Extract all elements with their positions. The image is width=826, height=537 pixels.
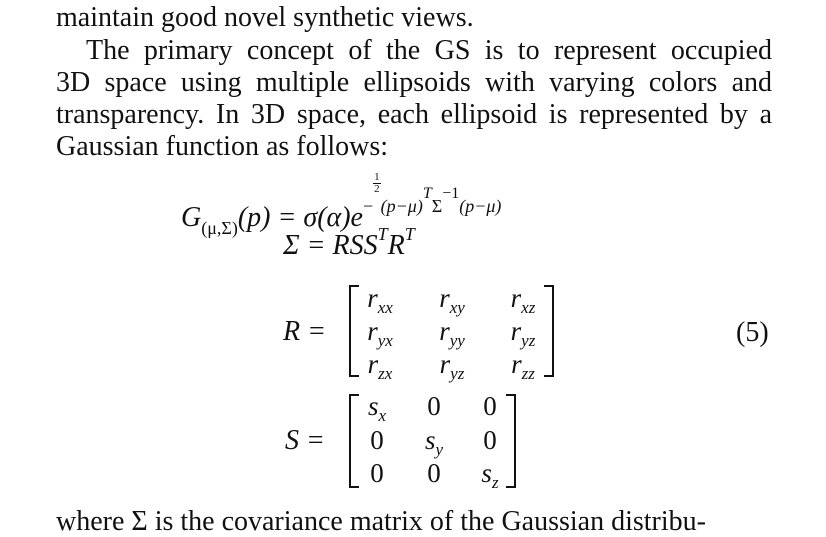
gaussian-equation: $G_{(\mu,\Sigma)}(p) = \sigma(\alpha)e^{- \frac{1}{2} (p-\mu)T\Sigma-1(p-\mu)}$	[181, 171, 502, 238]
equation-number: (5)	[736, 317, 769, 348]
matrix-cell: 0	[427, 458, 441, 488]
matrix-cell: $r_{xx}$	[367, 283, 393, 317]
paragraph-line: 3D space using multiple ellipsoids with varying colors and	[56, 67, 772, 98]
matrix-cell: 0	[370, 425, 384, 455]
covariance-equation: $\Sigma = RSS^TR^T$	[283, 224, 415, 261]
matrix-cell: $r_{yz}$	[510, 316, 536, 350]
scale-lhs: S =	[285, 425, 325, 456]
matrix-cell: 0	[427, 391, 441, 421]
exponent: − 1 2 (p−μ)TΣ−1(p−μ)	[362, 171, 502, 216]
matrix-cell: 0	[483, 391, 497, 421]
matrix-cell: $r_{yx}$	[367, 316, 393, 350]
paragraph-line: Gaussian function as follows:	[56, 131, 389, 162]
rotation-lhs: R =	[283, 316, 326, 347]
matrix-cell: $s_x$	[367, 391, 387, 425]
paragraph-line: maintain good novel synthetic views.	[56, 2, 474, 33]
matrix-cell: $r_{zz}$	[511, 349, 535, 383]
paragraph-line: transparency. In 3D space, each ellipsoid is represented by a	[56, 99, 772, 130]
paragraph-line-cut: where Σ is the covariance matrix of the Gaussian distribu-	[56, 506, 706, 537]
matrix-cell: $r_{zx}$	[367, 349, 393, 383]
matrix-cell: $s_y$	[424, 425, 444, 459]
matrix-cell: $r_{xz}$	[510, 283, 536, 317]
matrix-cell: $r_{yy}$	[439, 316, 465, 350]
matrix-cell: 0	[483, 425, 497, 455]
matrix-cell: $s_z$	[481, 458, 499, 492]
matrix-cell: $r_{xy}$	[439, 283, 465, 317]
matrix-cell: $r_{yz}$	[439, 349, 465, 383]
matrix-cell: 0	[370, 458, 384, 488]
paragraph-line: The primary concept of the GS is to represent occupied	[86, 35, 772, 66]
